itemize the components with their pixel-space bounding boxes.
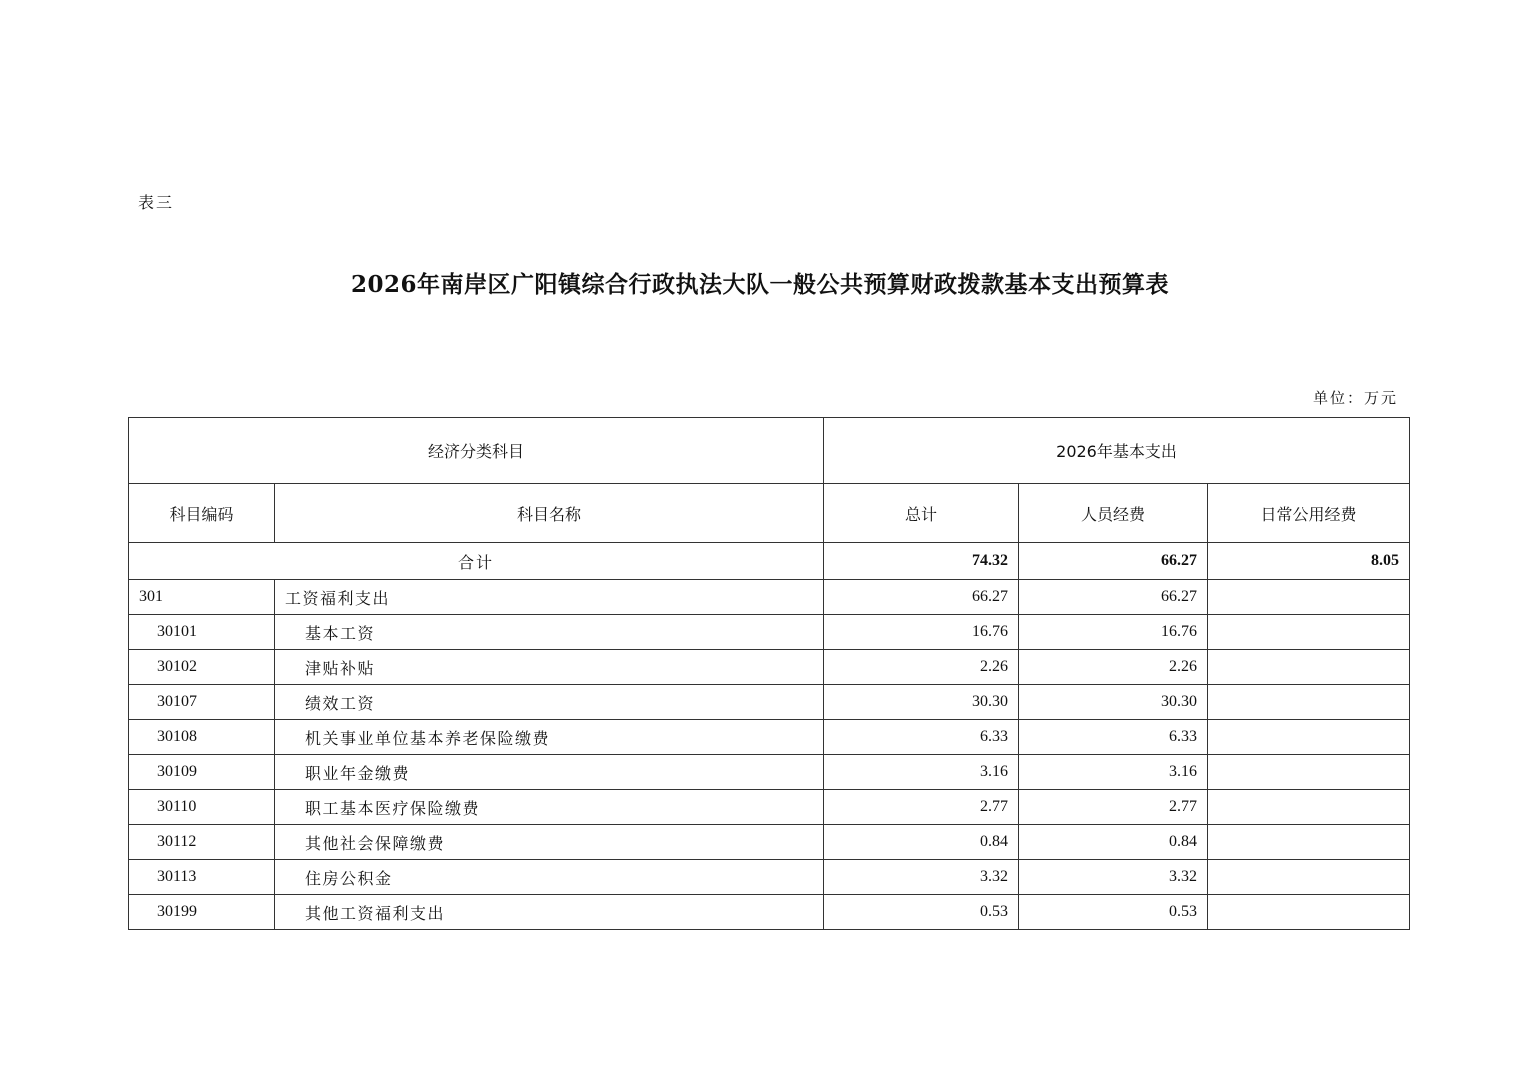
row-code: 30107 (129, 685, 275, 720)
row-public (1208, 685, 1410, 720)
row-public (1208, 720, 1410, 755)
row-code: 30112 (129, 825, 275, 860)
row-personnel: 0.84 (1019, 825, 1208, 860)
table-row (129, 580, 1410, 615)
row-personnel: 3.32 (1019, 860, 1208, 895)
row-code: 30199 (129, 895, 275, 930)
total-personnel: 66.27 (1019, 543, 1208, 580)
row-personnel: 2.77 (1019, 790, 1208, 825)
row-public (1208, 860, 1410, 895)
row-code: 30102 (129, 650, 275, 685)
header-public: 日常公用经费 (1208, 484, 1410, 543)
header-code: 科目编码 (129, 484, 275, 543)
row-code: 30101 (129, 615, 275, 650)
row-total: 3.16 (824, 755, 1019, 790)
row-total: 30.30 (824, 685, 1019, 720)
row-name: 其他工资福利支出 (275, 895, 824, 930)
table-row (129, 650, 1410, 685)
header-name: 科目名称 (275, 484, 824, 543)
total-public: 8.05 (1208, 543, 1410, 580)
row-total: 0.84 (824, 825, 1019, 860)
row-public (1208, 895, 1410, 930)
row-personnel: 66.27 (1019, 580, 1208, 615)
budget-table (128, 417, 1410, 930)
table-row (129, 685, 1410, 720)
row-code: 30110 (129, 790, 275, 825)
row-public (1208, 790, 1410, 825)
row-total: 2.26 (824, 650, 1019, 685)
row-public (1208, 755, 1410, 790)
table-row (129, 790, 1410, 825)
row-name: 基本工资 (275, 615, 824, 650)
table-row (129, 615, 1410, 650)
total-label: 合计 (129, 543, 824, 580)
row-total: 0.53 (824, 895, 1019, 930)
header-group-row (129, 418, 1410, 484)
row-name: 住房公积金 (275, 860, 824, 895)
row-code: 30109 (129, 755, 275, 790)
table-row (129, 895, 1410, 930)
row-name: 机关事业单位基本养老保险缴费 (275, 720, 824, 755)
row-code: 301 (129, 580, 275, 615)
table-row (129, 825, 1410, 860)
row-total: 6.33 (824, 720, 1019, 755)
row-personnel: 30.30 (1019, 685, 1208, 720)
row-public (1208, 650, 1410, 685)
table-row (129, 720, 1410, 755)
total-total: 74.32 (824, 543, 1019, 580)
header-total: 总计 (824, 484, 1019, 543)
row-name: 职业年金缴费 (275, 755, 824, 790)
row-public (1208, 615, 1410, 650)
row-total: 3.32 (824, 860, 1019, 895)
row-code: 30113 (129, 860, 275, 895)
total-row (129, 543, 1410, 580)
row-total: 2.77 (824, 790, 1019, 825)
row-personnel: 3.16 (1019, 755, 1208, 790)
row-personnel: 6.33 (1019, 720, 1208, 755)
row-name: 职工基本医疗保险缴费 (275, 790, 824, 825)
row-name: 工资福利支出 (275, 580, 824, 615)
header-column-row (129, 484, 1410, 543)
row-public (1208, 825, 1410, 860)
row-personnel: 2.26 (1019, 650, 1208, 685)
header-basic-expenditure: 2026年基本支出 (824, 418, 1410, 484)
row-personnel: 0.53 (1019, 895, 1208, 930)
row-total: 16.76 (824, 615, 1019, 650)
row-personnel: 16.76 (1019, 615, 1208, 650)
table-label: 表三 (138, 193, 175, 212)
row-total: 66.27 (824, 580, 1019, 615)
row-name: 津贴补贴 (275, 650, 824, 685)
unit-label: 单位：万元 (1312, 389, 1398, 407)
row-name: 其他社会保障缴费 (275, 825, 824, 860)
row-public (1208, 580, 1410, 615)
table-row (129, 755, 1410, 790)
row-code: 30108 (129, 720, 275, 755)
header-economic-classification: 经济分类科目 (129, 418, 824, 484)
header-personnel: 人员经费 (1019, 484, 1208, 543)
row-name: 绩效工资 (275, 685, 824, 720)
document-title: 2026年南岸区广阳镇综合行政执法大队一般公共预算财政拨款基本支出预算表 (350, 271, 1169, 298)
table-row (129, 860, 1410, 895)
